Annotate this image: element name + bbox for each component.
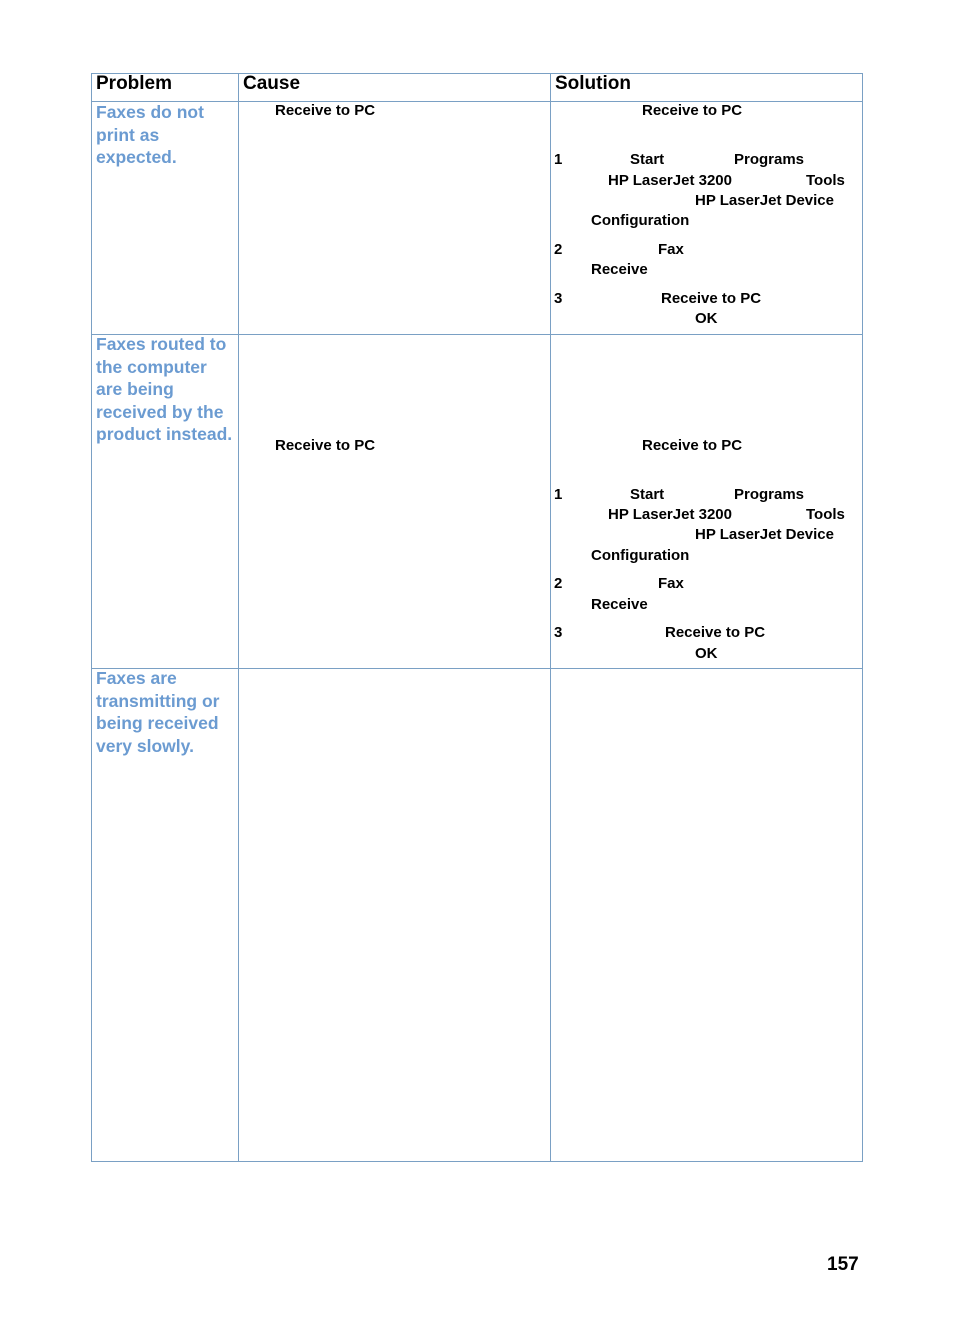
page-number: 157	[827, 1254, 859, 1275]
device-label: HP LaserJet Device	[695, 526, 834, 543]
step-number: 2	[554, 241, 563, 258]
configuration-label: Configuration	[591, 547, 690, 564]
step-number: 1	[554, 151, 563, 168]
ok-label: OK	[695, 310, 718, 327]
step-number: 3	[554, 624, 563, 641]
header-solution: Solution	[555, 73, 631, 94]
cause-text: Receive to PC	[275, 102, 376, 119]
solution-intro: Receive to PC	[642, 102, 743, 119]
tools-label: Tools	[806, 506, 845, 523]
ok-label: OK	[695, 645, 718, 662]
start-label: Start	[630, 151, 665, 168]
cause-text: Receive to PC	[275, 437, 376, 454]
problem-text: Faxes do not print as expected.	[96, 102, 204, 167]
column-divider	[238, 74, 239, 1161]
configuration-label: Configuration	[591, 212, 690, 229]
receive-to-pc-label: Receive to PC	[661, 290, 762, 307]
step-number: 1	[554, 486, 563, 503]
product-label: HP LaserJet 3200	[608, 172, 732, 189]
programs-label: Programs	[734, 486, 805, 503]
header-problem: Problem	[96, 73, 173, 94]
programs-label: Programs	[734, 151, 805, 168]
device-label: HP LaserJet Device	[695, 192, 834, 209]
product-label: HP LaserJet 3200	[608, 506, 732, 523]
start-label: Start	[630, 486, 665, 503]
fax-label: Fax	[658, 575, 684, 592]
step-number: 2	[554, 575, 563, 592]
troubleshooting-table	[91, 73, 863, 1162]
receive-label: Receive	[591, 261, 648, 278]
receive-label: Receive	[591, 596, 648, 613]
column-divider	[550, 74, 551, 1161]
problem-text: Faxes are transmitting or being received very slowly.	[96, 668, 220, 756]
tools-label: Tools	[806, 172, 845, 189]
solution-intro: Receive to PC	[642, 437, 743, 454]
step-number: 3	[554, 290, 563, 307]
problem-text: Faxes routed to the computer are being received by the product instead.	[96, 334, 233, 444]
fax-label: Fax	[658, 241, 684, 258]
receive-to-pc-label: Receive to PC	[665, 624, 766, 641]
header-cause: Cause	[243, 73, 301, 94]
